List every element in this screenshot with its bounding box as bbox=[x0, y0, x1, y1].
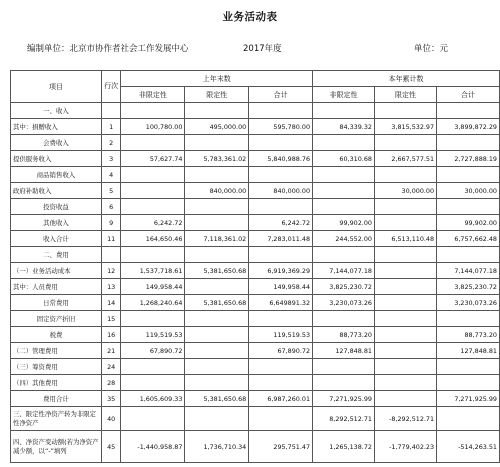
header-current-total: 合计 bbox=[437, 87, 500, 103]
cell-current-total: 88,773.20 bbox=[437, 327, 500, 343]
cell-current-unrestricted: 127,848.81 bbox=[313, 343, 375, 359]
cell-current-unrestricted bbox=[313, 311, 375, 327]
cell-current-restricted bbox=[374, 103, 436, 119]
table-row bbox=[11, 327, 500, 343]
cell-current-total bbox=[437, 247, 500, 263]
cell-current-restricted: -1,779,402.23 bbox=[374, 431, 436, 463]
row-label: 投资收益 bbox=[11, 199, 102, 215]
cell-current-restricted bbox=[374, 343, 436, 359]
cell-current-unrestricted: 60,310.68 bbox=[313, 151, 375, 167]
cell-prior-total bbox=[249, 375, 313, 391]
cell-prior-total bbox=[249, 135, 313, 151]
cell-prior-total bbox=[249, 407, 313, 431]
cell-current-unrestricted: 88,773.20 bbox=[313, 327, 375, 343]
report-title: 业务活动表 bbox=[222, 11, 278, 23]
cell-current-restricted bbox=[374, 327, 436, 343]
cell-prior-unrestricted bbox=[121, 167, 185, 183]
cell-prior-unrestricted bbox=[121, 407, 185, 431]
cell-prior-total: 6,242.72 bbox=[249, 215, 313, 231]
cell-current-unrestricted: 8,292,512.71 bbox=[313, 407, 375, 431]
cell-prior-restricted bbox=[185, 343, 249, 359]
cell-current-unrestricted bbox=[313, 247, 375, 263]
cell-current-total: 99,902.00 bbox=[437, 215, 500, 231]
cell-current-total bbox=[437, 135, 500, 151]
cell-prior-restricted: 5,381,650.68 bbox=[185, 391, 249, 407]
cell-current-unrestricted bbox=[313, 103, 375, 119]
cell-current-total bbox=[437, 167, 500, 183]
table-row bbox=[11, 247, 500, 263]
cell-prior-restricted bbox=[185, 279, 249, 295]
cell-prior-unrestricted bbox=[121, 247, 185, 263]
row-label: 政府补助收入 bbox=[11, 183, 102, 199]
row-line-no: 2 bbox=[101, 135, 121, 151]
row-label: 三、限定性净资产转为非限定性净资产 bbox=[11, 407, 102, 431]
row-label: 其他收入 bbox=[11, 215, 102, 231]
table-row bbox=[11, 103, 500, 119]
row-line-no: 4 bbox=[101, 167, 121, 183]
cell-prior-total: 6,919,369.29 bbox=[249, 263, 313, 279]
table-row bbox=[11, 431, 500, 463]
row-line-no: 21 bbox=[101, 343, 121, 359]
cell-current-restricted bbox=[374, 311, 436, 327]
cell-current-unrestricted: 3,825,230.72 bbox=[313, 279, 375, 295]
cell-current-unrestricted bbox=[313, 375, 375, 391]
row-line-no: 3 bbox=[101, 151, 121, 167]
table-row bbox=[11, 199, 500, 215]
row-label: （一）业务活动成本 bbox=[11, 263, 102, 279]
cell-prior-unrestricted bbox=[121, 359, 185, 375]
header-current-unrestricted: 非限定性 bbox=[313, 87, 375, 103]
cell-prior-restricted bbox=[185, 311, 249, 327]
cell-prior-restricted bbox=[185, 359, 249, 375]
cell-prior-unrestricted: 149,958.44 bbox=[121, 279, 185, 295]
cell-prior-unrestricted bbox=[121, 183, 185, 199]
cell-prior-total: 119,519.53 bbox=[249, 327, 313, 343]
row-line-no: 24 bbox=[101, 359, 121, 375]
cell-prior-restricted: 1,736,710.34 bbox=[185, 431, 249, 463]
cell-prior-restricted bbox=[185, 247, 249, 263]
cell-prior-restricted bbox=[185, 167, 249, 183]
table-row bbox=[11, 359, 500, 375]
cell-current-restricted bbox=[374, 215, 436, 231]
table-row bbox=[11, 183, 500, 199]
cell-prior-unrestricted: 67,890.72 bbox=[121, 343, 185, 359]
cell-prior-total bbox=[249, 359, 313, 375]
row-label: （二）管理费用 bbox=[11, 343, 102, 359]
cell-prior-restricted bbox=[185, 327, 249, 343]
cell-prior-restricted bbox=[185, 407, 249, 431]
cell-prior-restricted: 5,381,650.68 bbox=[185, 295, 249, 311]
cell-current-total: 3,899,872.29 bbox=[437, 119, 500, 135]
cell-current-unrestricted: 244,552.00 bbox=[313, 231, 375, 247]
row-line-no: 16 bbox=[101, 327, 121, 343]
cell-prior-unrestricted: 1,605,609.33 bbox=[121, 391, 185, 407]
cell-current-unrestricted bbox=[313, 183, 375, 199]
cell-current-restricted bbox=[374, 279, 436, 295]
row-line-no bbox=[101, 103, 121, 119]
cell-current-total bbox=[437, 311, 500, 327]
cell-prior-restricted bbox=[185, 215, 249, 231]
row-label: 税费 bbox=[11, 327, 102, 343]
cell-current-restricted bbox=[374, 247, 436, 263]
row-line-no: 28 bbox=[101, 375, 121, 391]
header-prior-unrestricted: 非限定性 bbox=[121, 87, 185, 103]
cell-current-unrestricted bbox=[313, 167, 375, 183]
row-line-no: 14 bbox=[101, 295, 121, 311]
row-label: 会费收入 bbox=[11, 135, 102, 151]
table-row bbox=[11, 119, 500, 135]
row-line-no: 6 bbox=[101, 199, 121, 215]
cell-prior-unrestricted: 1,268,240.64 bbox=[121, 295, 185, 311]
cell-current-total: 127,848.81 bbox=[437, 343, 500, 359]
cell-current-restricted bbox=[374, 295, 436, 311]
row-label: 日常费用 bbox=[11, 295, 102, 311]
activity-statement-table bbox=[10, 70, 500, 463]
row-label: 二、费用 bbox=[11, 247, 102, 263]
row-line-no: 5 bbox=[101, 183, 121, 199]
table-row bbox=[11, 343, 500, 359]
header-current-year: 本年累计数 bbox=[313, 71, 500, 87]
cell-prior-unrestricted bbox=[121, 199, 185, 215]
table-row bbox=[11, 295, 500, 311]
cell-current-restricted: 2,667,577.51 bbox=[374, 151, 436, 167]
cell-current-total: 3,230,073.26 bbox=[437, 295, 500, 311]
cell-prior-unrestricted: 100,780.00 bbox=[121, 119, 185, 135]
cell-prior-total: 7,283,011.48 bbox=[249, 231, 313, 247]
cell-current-unrestricted bbox=[313, 359, 375, 375]
row-line-no: 12 bbox=[101, 263, 121, 279]
table-row bbox=[11, 135, 500, 151]
cell-current-total bbox=[437, 359, 500, 375]
row-line-no: 40 bbox=[101, 407, 121, 431]
cell-prior-unrestricted bbox=[121, 311, 185, 327]
row-label: （四）其他费用 bbox=[11, 375, 102, 391]
cell-prior-total: 67,890.72 bbox=[249, 343, 313, 359]
cell-prior-unrestricted: -1,440,958.87 bbox=[121, 431, 185, 463]
cell-prior-restricted: 5,783,361.02 bbox=[185, 151, 249, 167]
table-row bbox=[11, 279, 500, 295]
row-label: 收入合计 bbox=[11, 231, 102, 247]
cell-prior-total bbox=[249, 167, 313, 183]
row-label: 固定资产折旧 bbox=[11, 311, 102, 327]
row-label: 其中：捐赠收入 bbox=[11, 119, 102, 135]
table-row bbox=[11, 407, 500, 431]
row-line-no: 45 bbox=[101, 431, 121, 463]
table-row bbox=[11, 151, 500, 167]
cell-prior-total: 6,987,260.01 bbox=[249, 391, 313, 407]
header-prior-total: 合计 bbox=[249, 87, 313, 103]
row-line-no bbox=[101, 247, 121, 263]
cell-current-total: 7,144,077.18 bbox=[437, 263, 500, 279]
table-row bbox=[11, 215, 500, 231]
cell-prior-unrestricted bbox=[121, 103, 185, 119]
cell-current-restricted bbox=[374, 167, 436, 183]
cell-current-unrestricted bbox=[313, 199, 375, 215]
cell-current-total bbox=[437, 407, 500, 431]
cell-current-restricted bbox=[374, 359, 436, 375]
header-item: 项目 bbox=[11, 71, 102, 103]
header-line-no: 行次 bbox=[101, 71, 121, 103]
cell-prior-restricted: 495,000.00 bbox=[185, 119, 249, 135]
cell-prior-unrestricted bbox=[121, 135, 185, 151]
row-line-no: 11 bbox=[101, 231, 121, 247]
cell-prior-total: 6,649891.32 bbox=[249, 295, 313, 311]
cell-current-unrestricted: 7,271,925.99 bbox=[313, 391, 375, 407]
cell-prior-total bbox=[249, 199, 313, 215]
cell-prior-total: 149,958.44 bbox=[249, 279, 313, 295]
cell-current-restricted bbox=[374, 391, 436, 407]
cell-current-total: 30,000.00 bbox=[437, 183, 500, 199]
cell-prior-unrestricted: 164,650.46 bbox=[121, 231, 185, 247]
cell-prior-total bbox=[249, 247, 313, 263]
cell-current-restricted: 6,513,110.48 bbox=[374, 231, 436, 247]
cell-prior-restricted: 5,381,650.68 bbox=[185, 263, 249, 279]
cell-prior-total: 595,780.00 bbox=[249, 119, 313, 135]
row-label: 费用合计 bbox=[11, 391, 102, 407]
cell-current-total bbox=[437, 375, 500, 391]
cell-current-restricted bbox=[374, 263, 436, 279]
cell-current-total bbox=[437, 103, 500, 119]
cell-prior-restricted bbox=[185, 375, 249, 391]
cell-prior-unrestricted: 119,519.53 bbox=[121, 327, 185, 343]
cell-current-restricted: 30,000.00 bbox=[374, 183, 436, 199]
row-line-no: 13 bbox=[101, 279, 121, 295]
cell-prior-total: 840,000.00 bbox=[249, 183, 313, 199]
reporting-entity: 编制单位：北京市协作者社会工作发展中心 bbox=[27, 44, 189, 54]
table-row bbox=[11, 391, 500, 407]
row-label: （三）筹资费用 bbox=[11, 359, 102, 375]
header-prior-year: 上年末数 bbox=[121, 71, 313, 87]
row-label: 其中：人员费用 bbox=[11, 279, 102, 295]
cell-current-restricted: 3,815,532.97 bbox=[374, 119, 436, 135]
cell-prior-unrestricted bbox=[121, 375, 185, 391]
row-label: 一、收入 bbox=[11, 103, 102, 119]
cell-prior-restricted bbox=[185, 199, 249, 215]
cell-current-total: 7,271,925.99 bbox=[437, 391, 500, 407]
cell-current-unrestricted: 1,265,138.72 bbox=[313, 431, 375, 463]
reporting-year: 2017年度 bbox=[243, 44, 282, 54]
cell-prior-restricted bbox=[185, 135, 249, 151]
header-current-restricted: 限定性 bbox=[374, 87, 436, 103]
header-prior-restricted: 限定性 bbox=[185, 87, 249, 103]
cell-current-total: 6,757,662.48 bbox=[437, 231, 500, 247]
cell-prior-total: 5,840,988.76 bbox=[249, 151, 313, 167]
table-row bbox=[11, 375, 500, 391]
row-line-no: 35 bbox=[101, 391, 121, 407]
row-label: 商品销售收入 bbox=[11, 167, 102, 183]
row-label: 提供服务收入 bbox=[11, 151, 102, 167]
cell-current-unrestricted: 84,339.32 bbox=[313, 119, 375, 135]
cell-prior-restricted bbox=[185, 103, 249, 119]
cell-prior-restricted: 840,000.00 bbox=[185, 183, 249, 199]
row-line-no: 9 bbox=[101, 215, 121, 231]
cell-current-unrestricted: 99,902.00 bbox=[313, 215, 375, 231]
cell-current-unrestricted bbox=[313, 135, 375, 151]
currency-unit: 单位：元 bbox=[414, 44, 449, 54]
row-label: 四、净资产变动额(若为净资产减少额，以“-”填列 bbox=[11, 431, 102, 463]
cell-prior-restricted: 7,118,361.02 bbox=[185, 231, 249, 247]
cell-current-total bbox=[437, 199, 500, 215]
cell-prior-unrestricted: 57,627.74 bbox=[121, 151, 185, 167]
cell-current-restricted: -8,292,512.71 bbox=[374, 407, 436, 431]
table-row bbox=[11, 311, 500, 327]
cell-prior-unrestricted: 1,537,718.61 bbox=[121, 263, 185, 279]
table-row bbox=[11, 263, 500, 279]
cell-current-unrestricted: 3,230,073.26 bbox=[313, 295, 375, 311]
row-line-no: 1 bbox=[101, 119, 121, 135]
cell-current-restricted bbox=[374, 135, 436, 151]
cell-current-restricted bbox=[374, 199, 436, 215]
cell-current-restricted bbox=[374, 375, 436, 391]
cell-current-total: 2,727,888.19 bbox=[437, 151, 500, 167]
cell-prior-total bbox=[249, 103, 313, 119]
cell-prior-total bbox=[249, 311, 313, 327]
cell-current-total: -514,263.51 bbox=[437, 431, 500, 463]
cell-prior-unrestricted: 6,242.72 bbox=[121, 215, 185, 231]
cell-current-total: 3,825,230.72 bbox=[437, 279, 500, 295]
row-line-no: 15 bbox=[101, 311, 121, 327]
cell-prior-total: 295,751.47 bbox=[249, 431, 313, 463]
table-row bbox=[11, 167, 500, 183]
activity-statement-sheet bbox=[10, 70, 500, 463]
table-row bbox=[11, 231, 500, 247]
cell-current-unrestricted: 7,144,077.18 bbox=[313, 263, 375, 279]
